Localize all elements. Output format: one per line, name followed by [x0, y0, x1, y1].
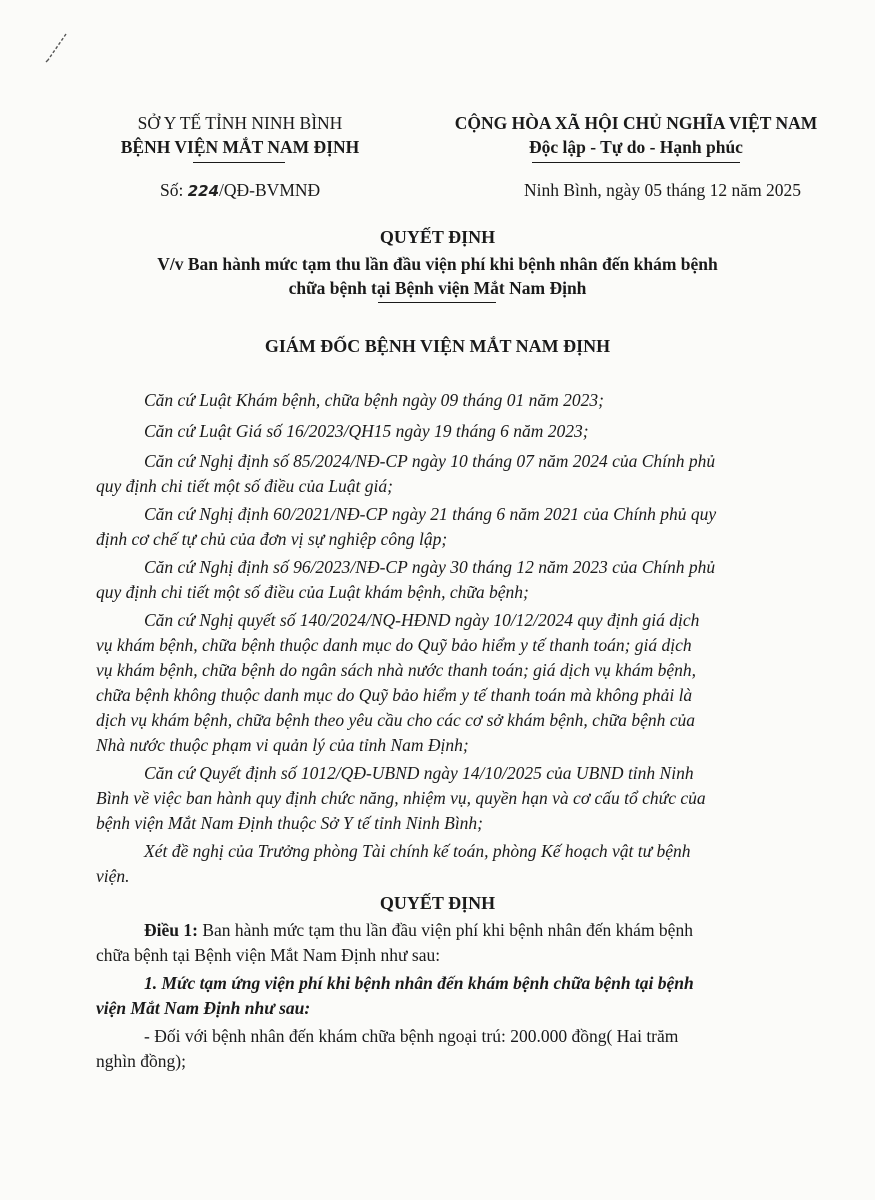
subject-line-2: chữa bệnh tại Bệnh viện Mắt Nam Định — [288, 278, 587, 298]
preamble-line: Căn cứ Luật Giá số 16/2023/QH15 ngày 19 tháng 6 năm 2023; — [144, 421, 589, 441]
hospital-underline — [193, 162, 285, 163]
issuing-authority: GIÁM ĐỐC BỆNH VIỆN MẮT NAM ĐỊNH — [264, 336, 611, 356]
document-number — [160, 180, 320, 201]
document-title: QUYẾT ĐỊNH — [379, 227, 496, 247]
preamble-line: viện. — [96, 866, 130, 886]
place-date: Ninh Bình, ngày 05 tháng 12 năm 2025 — [524, 180, 802, 200]
article-1-text: Ban hành mức tạm thu lần đầu viện phí khi bệnh nhân đến khám bệnh — [197, 920, 693, 940]
article-1-line-2: chữa bệnh tại Bệnh viện Mắt Nam Định như sau: — [96, 945, 441, 965]
preamble-line: quy định chi tiết một số điều của Luật giá; — [96, 476, 393, 496]
item-1-line-2: nghìn đồng); — [96, 1051, 186, 1071]
preamble-line: Căn cứ Nghị định số 96/2023/NĐ-CP ngày 30 tháng 12 năm 2023 của Chính phủ — [144, 557, 716, 577]
number-handwritten: 224 — [187, 182, 220, 200]
subject-underline — [378, 302, 496, 303]
preamble-line: Căn cứ Nghị định 60/2021/NĐ-CP ngày 21 tháng 6 năm 2021 của Chính phủ quy — [144, 504, 717, 524]
preamble-line: bệnh viện Mắt Nam Định thuộc Sở Y tế tỉnh Ninh Bình; — [96, 813, 484, 833]
motto-underline — [532, 162, 740, 163]
nation-title: CỘNG HÒA XÃ HỘI CHỦ NGHĨA VIỆT NAM — [454, 113, 818, 133]
preamble-line: vụ khám bệnh, chữa bệnh thuộc danh mục do Quỹ bảo hiểm y tế thanh toán; giá dịch — [96, 635, 692, 655]
preamble-line: Căn cứ Luật Khám bệnh, chữa bệnh ngày 09 tháng 01 năm 2023; — [144, 390, 604, 410]
decision-heading: QUYẾT ĐỊNH — [379, 893, 496, 913]
subject-line-1: V/v Ban hành mức tạm thu lần đầu viện phí khi bệnh nhân đến khám bệnh — [157, 254, 718, 274]
preamble-line: Nhà nước thuộc phạm vi quản lý của tỉnh Nam Định; — [96, 735, 469, 755]
item-1-line-1: - Đối với bệnh nhân đến khám chữa bệnh ngoại trú: 200.000 đồng( Hai trăm — [144, 1026, 679, 1046]
clause-1-line-1: 1. Mức tạm ứng viện phí khi bệnh nhân đến khám bệnh chữa bệnh tại bệnh — [144, 973, 694, 993]
preamble-line: vụ khám bệnh, chữa bệnh do ngân sách nhà nước thanh toán; giá dịch vụ khám bệnh, — [96, 660, 696, 680]
article-1-line-1 — [144, 920, 693, 941]
number-prefix: Số: — [160, 180, 188, 200]
preamble-line: định cơ chế tự chủ của đơn vị sự nghiệp công lập; — [96, 529, 448, 549]
hospital-name: BỆNH VIỆN MẮT NAM ĐỊNH — [120, 137, 360, 157]
preamble-line: Bình về việc ban hành quy định chức năng, nhiệm vụ, quyền hạn và cơ cấu tổ chức của — [96, 788, 706, 808]
preamble-line: dịch vụ khám bệnh, chữa bệnh theo yêu cầu cho các cơ sở khám bệnh, chữa bệnh của — [96, 710, 696, 730]
pen-mark-icon — [40, 32, 70, 66]
department-name: SỞ Y TẾ TỈNH NINH BÌNH — [137, 113, 343, 133]
preamble-line: Căn cứ Nghị định số 85/2024/NĐ-CP ngày 10 tháng 07 năm 2024 của Chính phủ — [144, 451, 716, 471]
clause-1-line-2: viện Mắt Nam Định như sau: — [96, 998, 311, 1018]
preamble-line: quy định chi tiết một số điều của Luật khám bệnh, chữa bệnh; — [96, 582, 529, 602]
number-suffix: /QĐ-BVMNĐ — [219, 180, 321, 200]
preamble-line: Căn cứ Quyết định số 1012/QĐ-UBND ngày 14/10/2025 của UBND tỉnh Ninh — [144, 763, 694, 783]
national-motto: Độc lập - Tự do - Hạnh phúc — [529, 137, 743, 157]
preamble-line: chữa bệnh không thuộc danh mục do Quỹ bảo hiểm y tế thanh toán mà không phải là — [96, 685, 693, 705]
preamble-line: Xét đề nghị của Trưởng phòng Tài chính kế toán, phòng Kế hoạch vật tư bệnh — [144, 841, 691, 861]
article-1-label: Điều 1: — [144, 920, 198, 940]
preamble-line: Căn cứ Nghị quyết số 140/2024/NQ-HĐND ngày 10/12/2024 quy định giá dịch — [144, 610, 700, 630]
